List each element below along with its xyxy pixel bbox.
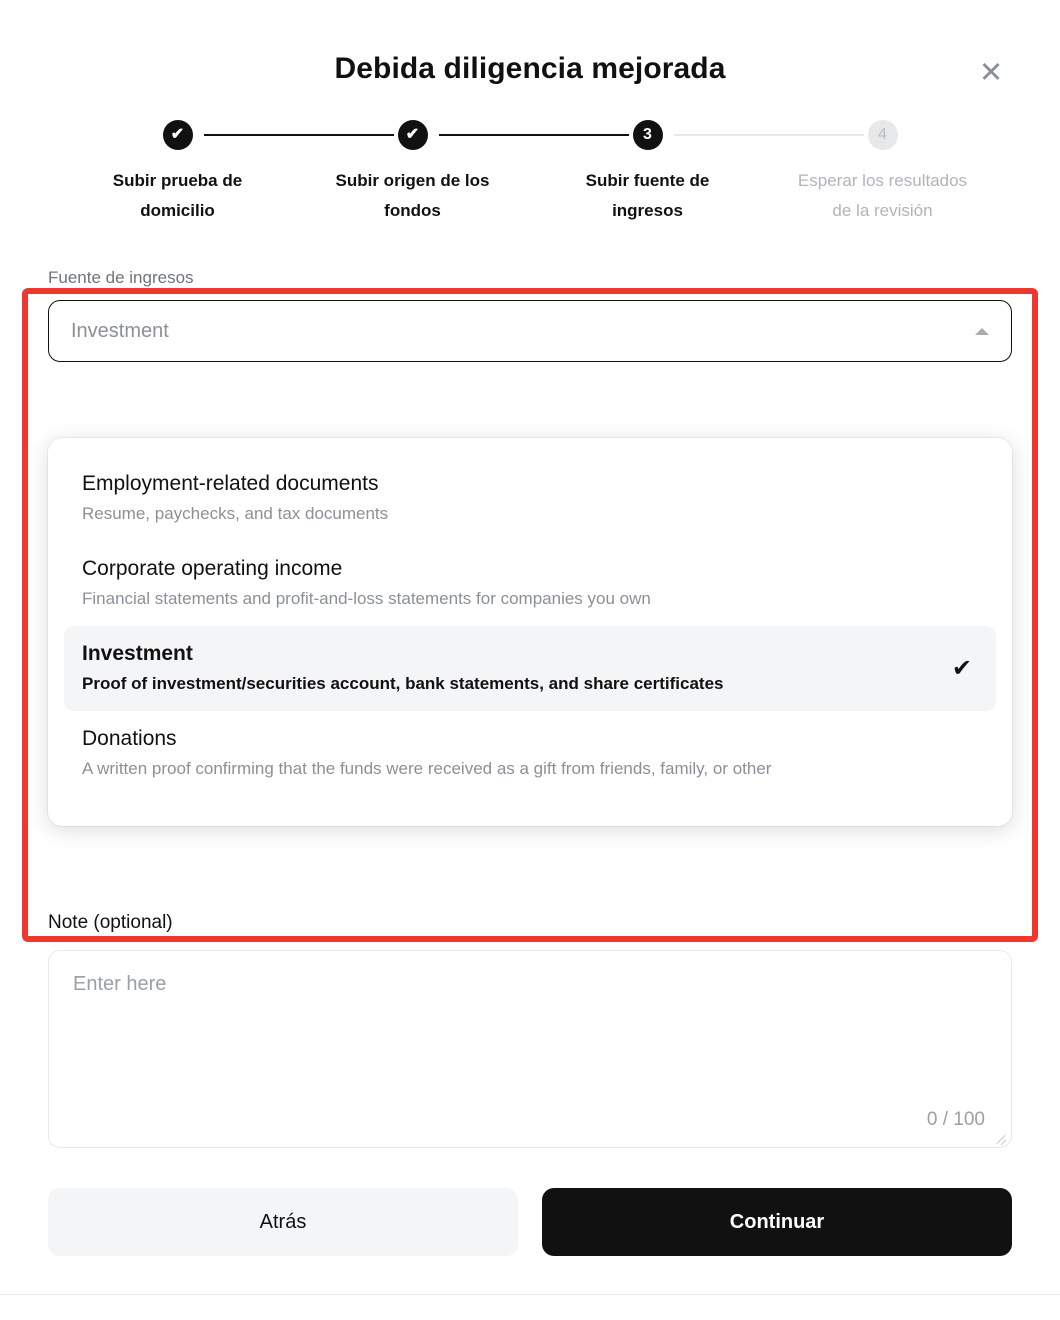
option-title: Donations: [82, 727, 177, 751]
step-circle-4: 4: [868, 120, 898, 150]
check-icon: ✔: [951, 654, 972, 682]
step-label-1: Subir prueba de domicilio: [112, 171, 243, 220]
source-of-income-dropdown[interactable]: [48, 438, 1012, 826]
option-title: Employment-related documents: [82, 472, 379, 495]
step-label-2: Subir origen de los fondos: [335, 171, 490, 220]
dropdown-option-employment[interactable]: [48, 456, 1012, 541]
note-character-counter: 0 / 100: [926, 1109, 985, 1130]
step-circle-1: ✔: [163, 120, 193, 150]
note-placeholder: Enter here: [73, 973, 167, 995]
step-label-4: Esperar los resultados de la revisión: [797, 171, 968, 220]
note-input[interactable]: [48, 950, 1012, 1148]
close-icon[interactable]: ✕: [974, 56, 1008, 90]
note-label: Note (optional): [48, 912, 173, 933]
step-item-1: [60, 118, 295, 226]
step-circle-2: ✔: [398, 120, 428, 150]
progress-stepper: [0, 118, 1060, 268]
step-marker-row: [60, 118, 295, 152]
option-description: Resume, paychecks, and tax documents: [82, 504, 389, 523]
dropdown-option-donations[interactable]: [48, 711, 1012, 796]
modal-header: [0, 0, 1060, 118]
modal-footer: [48, 1188, 1012, 1256]
dropdown-option-corporate[interactable]: [48, 541, 1012, 626]
option-description: A written proof confirming that the funds were received as a gift from friends, family, or other: [82, 759, 772, 779]
bottom-strip: [0, 1294, 1060, 1320]
step-circle-3: 3: [633, 120, 663, 150]
option-title: Corporate operating income: [82, 557, 343, 581]
form-body: [0, 268, 1060, 362]
dropdown-option-investment[interactable]: [64, 626, 996, 711]
option-title: Investment: [82, 642, 193, 666]
source-of-income-value: Investment: [71, 319, 169, 342]
chevron-up-icon: [975, 328, 989, 335]
note-section: [48, 912, 1012, 1148]
step-connector-1: [204, 134, 394, 136]
source-of-income-select[interactable]: [48, 300, 1012, 362]
step-connector-2: [439, 134, 629, 136]
option-description: Proof of investment/securities account, bank statements, and share certificates: [82, 674, 724, 694]
source-of-income-label: Fuente de ingresos: [48, 268, 194, 287]
resize-handle-icon[interactable]: [995, 1131, 1007, 1143]
page-title: Debida diligencia mejorada: [334, 52, 726, 85]
continue-button[interactable]: Continuar: [542, 1188, 1012, 1256]
option-description: Financial statements and profit-and-loss statements for companies you own: [82, 589, 651, 609]
step-label-3: Subir fuente de ingresos: [585, 171, 710, 220]
step-connector-3: [674, 134, 864, 136]
back-button[interactable]: Atrás: [48, 1188, 518, 1256]
